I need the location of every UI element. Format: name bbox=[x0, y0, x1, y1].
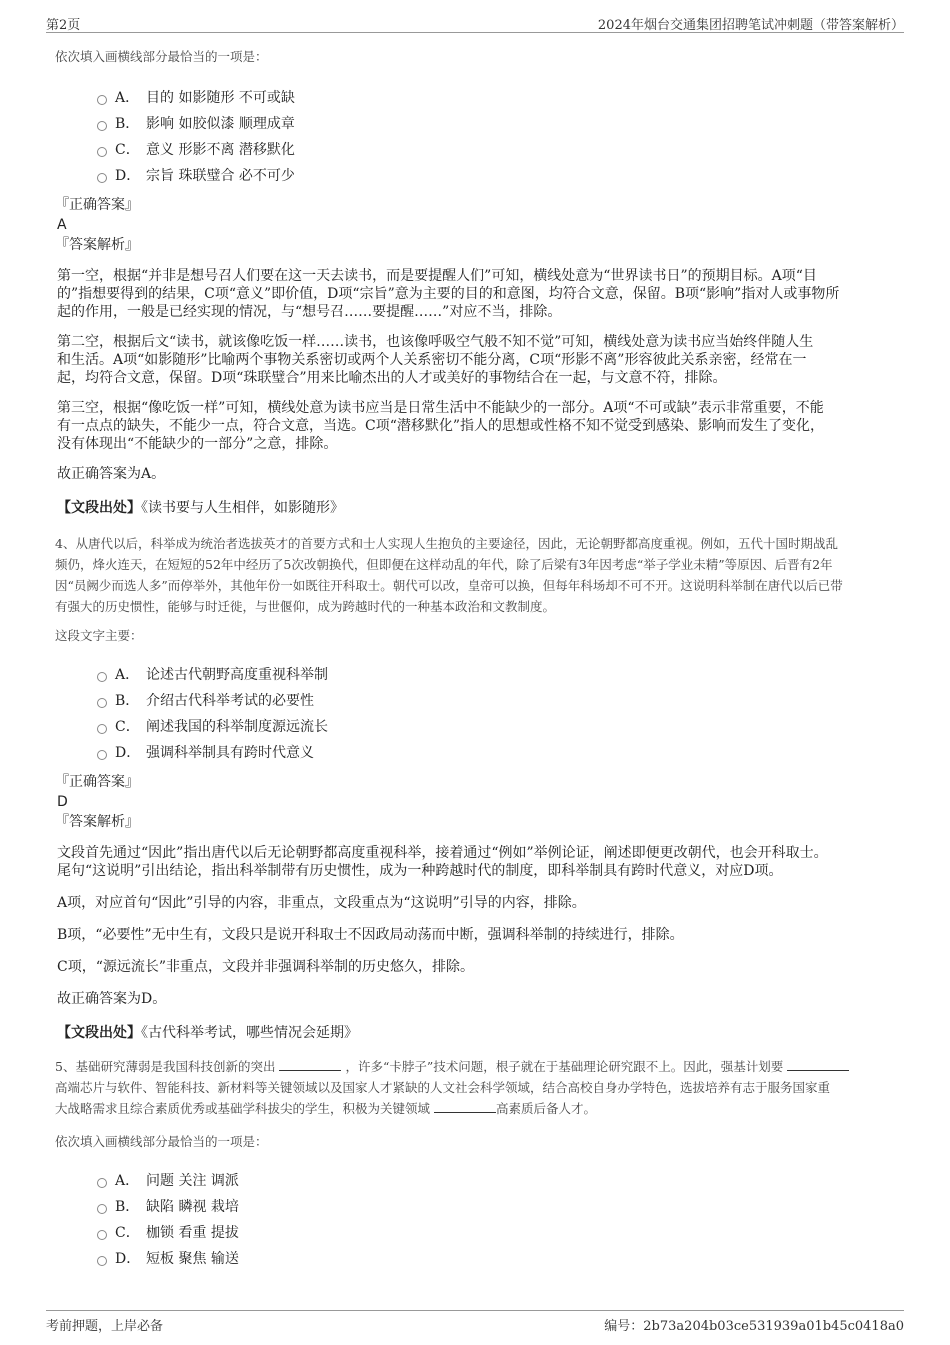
document-code: 编号：2b73a204b03ce531939a01b45c0418a0 bbox=[604, 1319, 904, 1334]
q5-stem: 5、基础研究薄弱是我国科技创新的突出 ，许多“卡脖子”技术问题，根子就在于基础理论研究跟不上。因此，强基计划要 高端芯片与软件、智能科技、新材料等关键领域以及国家人才紧缺的人文社会科学领域，结合高校自身办学特色，选拔培养有志于服务国家重 大战略需求且综合素质优秀或基础学科拔尖的学生，积极为关键领域 高素质后备人才。 bbox=[55, 1056, 900, 1119]
q4-options bbox=[55, 662, 900, 766]
answer-blank bbox=[787, 1058, 849, 1071]
q4-prompt: 这段文字主要： bbox=[55, 628, 143, 643]
q3-options bbox=[55, 85, 900, 189]
q5-option-b[interactable]: B． 缺陷 瞵视 栽培 bbox=[55, 1194, 900, 1220]
radio-icon[interactable] bbox=[97, 724, 107, 734]
page-number: 第2页 bbox=[46, 18, 81, 33]
answer-blank bbox=[434, 1100, 496, 1113]
q3-answer: A bbox=[57, 217, 67, 233]
q3-option-a[interactable]: A． 目的 如影随形 不可或缺 bbox=[55, 85, 900, 111]
q4-analysis-label: 『答案解析』 bbox=[55, 814, 139, 830]
answer-blank bbox=[279, 1058, 341, 1071]
q3-analysis-label: 『答案解析』 bbox=[55, 237, 139, 253]
q5-option-c[interactable]: C． 枷锁 看重 提拔 bbox=[55, 1220, 900, 1246]
q4-option-a[interactable]: A． 论述古代朝野高度重视科举制 bbox=[55, 662, 900, 688]
q3-option-c[interactable]: C． 意义 形影不离 潜移默化 bbox=[55, 137, 900, 163]
radio-icon[interactable] bbox=[97, 121, 107, 131]
radio-icon[interactable] bbox=[97, 1230, 107, 1240]
q3-answer-label: 『正确答案』 bbox=[55, 197, 139, 213]
q3-option-d[interactable]: D． 宗旨 珠联璧合 必不可少 bbox=[55, 163, 900, 189]
q3-source: 【文段出处】《读书要与人生相伴，如影随形》 bbox=[57, 500, 344, 516]
q4-source: 【文段出处】《古代科举考试，哪些情况会延期》 bbox=[57, 1025, 358, 1041]
footer-slogan: 考前押题，上岸必备 bbox=[46, 1319, 164, 1334]
q4-analysis: 文段首先通过“因此”指出唐代以后无论朝野都高度重视科举，接着通过“例如”举例论证，阐述即便更改朝代，也会开科取士。 尾句“这说明”引出结论，指出科举制带有历史惯性，成为一种跨越时代的制度，即科举制具有跨时代意义，对应D项。 A项，对应首句“因此”引导的内容，非重点，文段重点为“这说明”引导的内容，排除。 B项，“必要性”无中生有，文段只是说开科取士不因政局动荡而中断，强调科举制的持续进行，排除。 C项，“源远流长”非重点，文段并非强调科举制的历史悠久，排除。 故正确答案为D。 bbox=[57, 845, 828, 1007]
q4-option-d[interactable]: D． 强调科举制具有跨时代意义 bbox=[55, 740, 900, 766]
q3-analysis: 第一空，根据“并非是想号召人们要在这一天去读书，而是要提醒人们”可知，横线处意为“世界读书日”的预期目标。A项“目 的”指想要得到的结果，C项“意义”即价值，D项“宗旨”意为主要的目的和意图，均符合文意，保留。B项“影响”指对人或事物所 起的作用，一般是已经实现的情况，与“想号召……要提醒……”对应不当，排除。 第二空，根据后文“读书，就该像吃饭一样……读书，也该像呼吸空气般不知不觉”可知，横线处意为读书应当始终伴随人生 和生活。A项“如影随形”比喻两个事物关系密切或两个人关系密切不能分离，C项“形影不离”形容彼此关系亲密，经常在一 起，均符合文意，保留。D项“珠联璧合”用来比喻杰出的人才或美好的事物结合在一起，与文意不符，排除。 第三空，根据“像吃饭一样”可知，横线处意为读书应当是日常生活中不能缺少的一部分。A项“不可或缺”表示非常重要，不能 有一点点的缺失，不能少一点，符合文意，当选。C项“潜移默化”指人的思想或性格不知不觉受到感染、影响而发生了变化， 没有体现出“不能缺少的一部分”之意，排除。 故正确答案为A。 bbox=[57, 268, 840, 482]
q4-stem: 4、从唐代以后，科举成为统治者选拔英才的首要方式和士人实现人生抱负的主要途径，因此，无论朝野都高度重视。例如，五代十国时期战乱 频仍，烽火连天，在短短的52年中经历了5次改朝换代，但即便在这样动乱的年代，除了后梁有3年因考虑“举子学业未精”等原因、后晋有2年 因“员阙少而选人多”而停举外，其他年份一如既往开科取士。朝代可以改，皇帝可以换，但每年科场却不可不开。这说明科举制在唐代以后已带 有强大的历史惯性，能够与时迁徙，与世偃仰，成为跨越时代的一种基本政治和文教制度。 bbox=[55, 536, 843, 614]
radio-icon[interactable] bbox=[97, 750, 107, 760]
radio-icon[interactable] bbox=[97, 95, 107, 105]
radio-icon[interactable] bbox=[97, 698, 107, 708]
q4-answer: D bbox=[57, 794, 68, 810]
q5-options bbox=[55, 1168, 900, 1272]
q5-option-d[interactable]: D． 短板 聚焦 输送 bbox=[55, 1246, 900, 1272]
radio-icon[interactable] bbox=[97, 147, 107, 157]
q5-option-a[interactable]: A． 问题 关注 调派 bbox=[55, 1168, 900, 1194]
radio-icon[interactable] bbox=[97, 173, 107, 183]
radio-icon[interactable] bbox=[97, 672, 107, 682]
radio-icon[interactable] bbox=[97, 1256, 107, 1266]
radio-icon[interactable] bbox=[97, 1178, 107, 1188]
page-header bbox=[46, 12, 904, 33]
page-content bbox=[55, 40, 900, 1272]
q4-answer-label: 『正确答案』 bbox=[55, 774, 139, 790]
page-footer bbox=[46, 1310, 904, 1335]
q4-option-b[interactable]: B． 介绍古代科举考试的必要性 bbox=[55, 688, 900, 714]
q3-prompt: 依次填入画横线部分最恰当的一项是： bbox=[55, 49, 268, 64]
q3-option-b[interactable]: B． 影响 如胶似漆 顺理成章 bbox=[55, 111, 900, 137]
radio-icon[interactable] bbox=[97, 1204, 107, 1214]
document-title: 2024年烟台交通集团招聘笔试冲刺题（带答案解析） bbox=[597, 18, 904, 33]
q4-option-c[interactable]: C． 阐述我国的科举制度源远流长 bbox=[55, 714, 900, 740]
q5-prompt: 依次填入画横线部分最恰当的一项是： bbox=[55, 1134, 268, 1149]
